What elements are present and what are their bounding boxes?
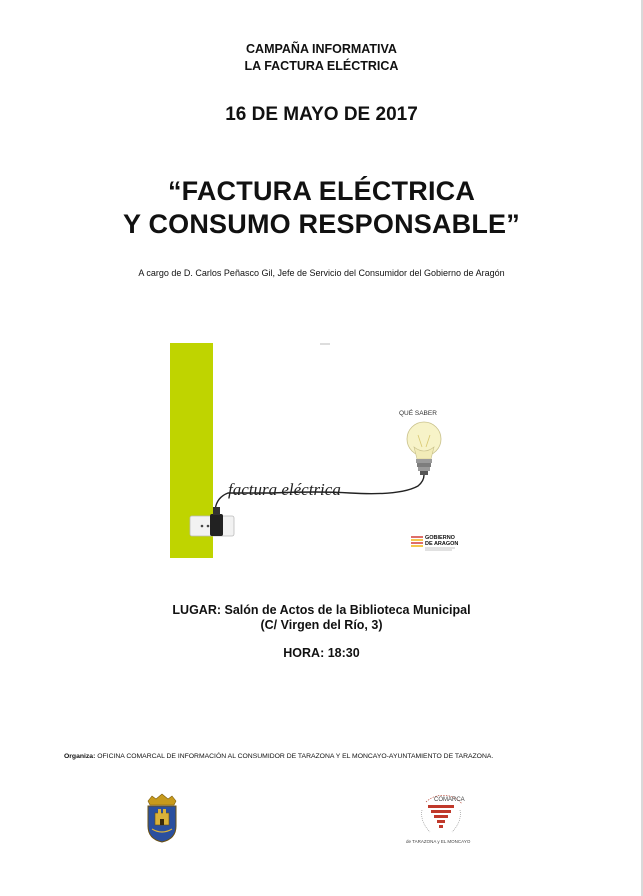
speaker-line: A cargo de D. Carlos Peñasco Gil, Jefe de Servicio del Consumidor del Gobierno de Aragón — [138, 268, 505, 278]
organizer-line — [64, 753, 493, 760]
venue-line-1: LUGAR: Salón de Actos de la Biblioteca Municipal — [172, 603, 471, 617]
tarazona-coat-of-arms-logo — [142, 793, 182, 843]
event-date: 16 DE MAYO DE 2017 — [225, 104, 418, 125]
comarca-logo-text: COMARCA — [434, 797, 465, 803]
factura-electrica-poster — [170, 343, 478, 558]
gobierno-aragon-logo — [411, 535, 458, 550]
gov-logo-line-1: GOBIERNO — [425, 535, 455, 541]
poster-tag: QUÉ SABER — [399, 410, 437, 417]
event-title — [0, 175, 643, 241]
comarca-logo-subtitle: de TARAZONA y EL MONCAYO — [406, 839, 471, 844]
campaign-heading — [0, 41, 643, 75]
lightbulb-icon — [407, 422, 441, 475]
title-line-1: “FACTURA ELÉCTRICA — [167, 176, 476, 206]
campaign-line-1: CAMPAÑA INFORMATIVA — [246, 42, 397, 56]
poster-script-title: factura eléctrica — [228, 480, 341, 499]
organizer-label: Organiza: — [64, 753, 96, 760]
organizer-text: OFICINA COMARCAL DE INFORMACIÓN AL CONSUMIDOR DE TARAZONA Y EL MONCAYO-AYUNTAMIENTO DE TARAZONA. — [95, 753, 494, 760]
title-line-2: Y CONSUMO RESPONSABLE” — [123, 209, 520, 239]
comarca-tarazona-moncayo-logo — [404, 792, 479, 847]
event-time: HORA: 18:30 — [283, 646, 360, 660]
gov-logo-line-2: DE ARAGON — [425, 541, 459, 547]
campaign-line-2: LA FACTURA ELÉCTRICA — [244, 59, 399, 73]
venue — [0, 603, 643, 633]
venue-line-2: (C/ Virgen del Río, 3) — [260, 618, 383, 632]
